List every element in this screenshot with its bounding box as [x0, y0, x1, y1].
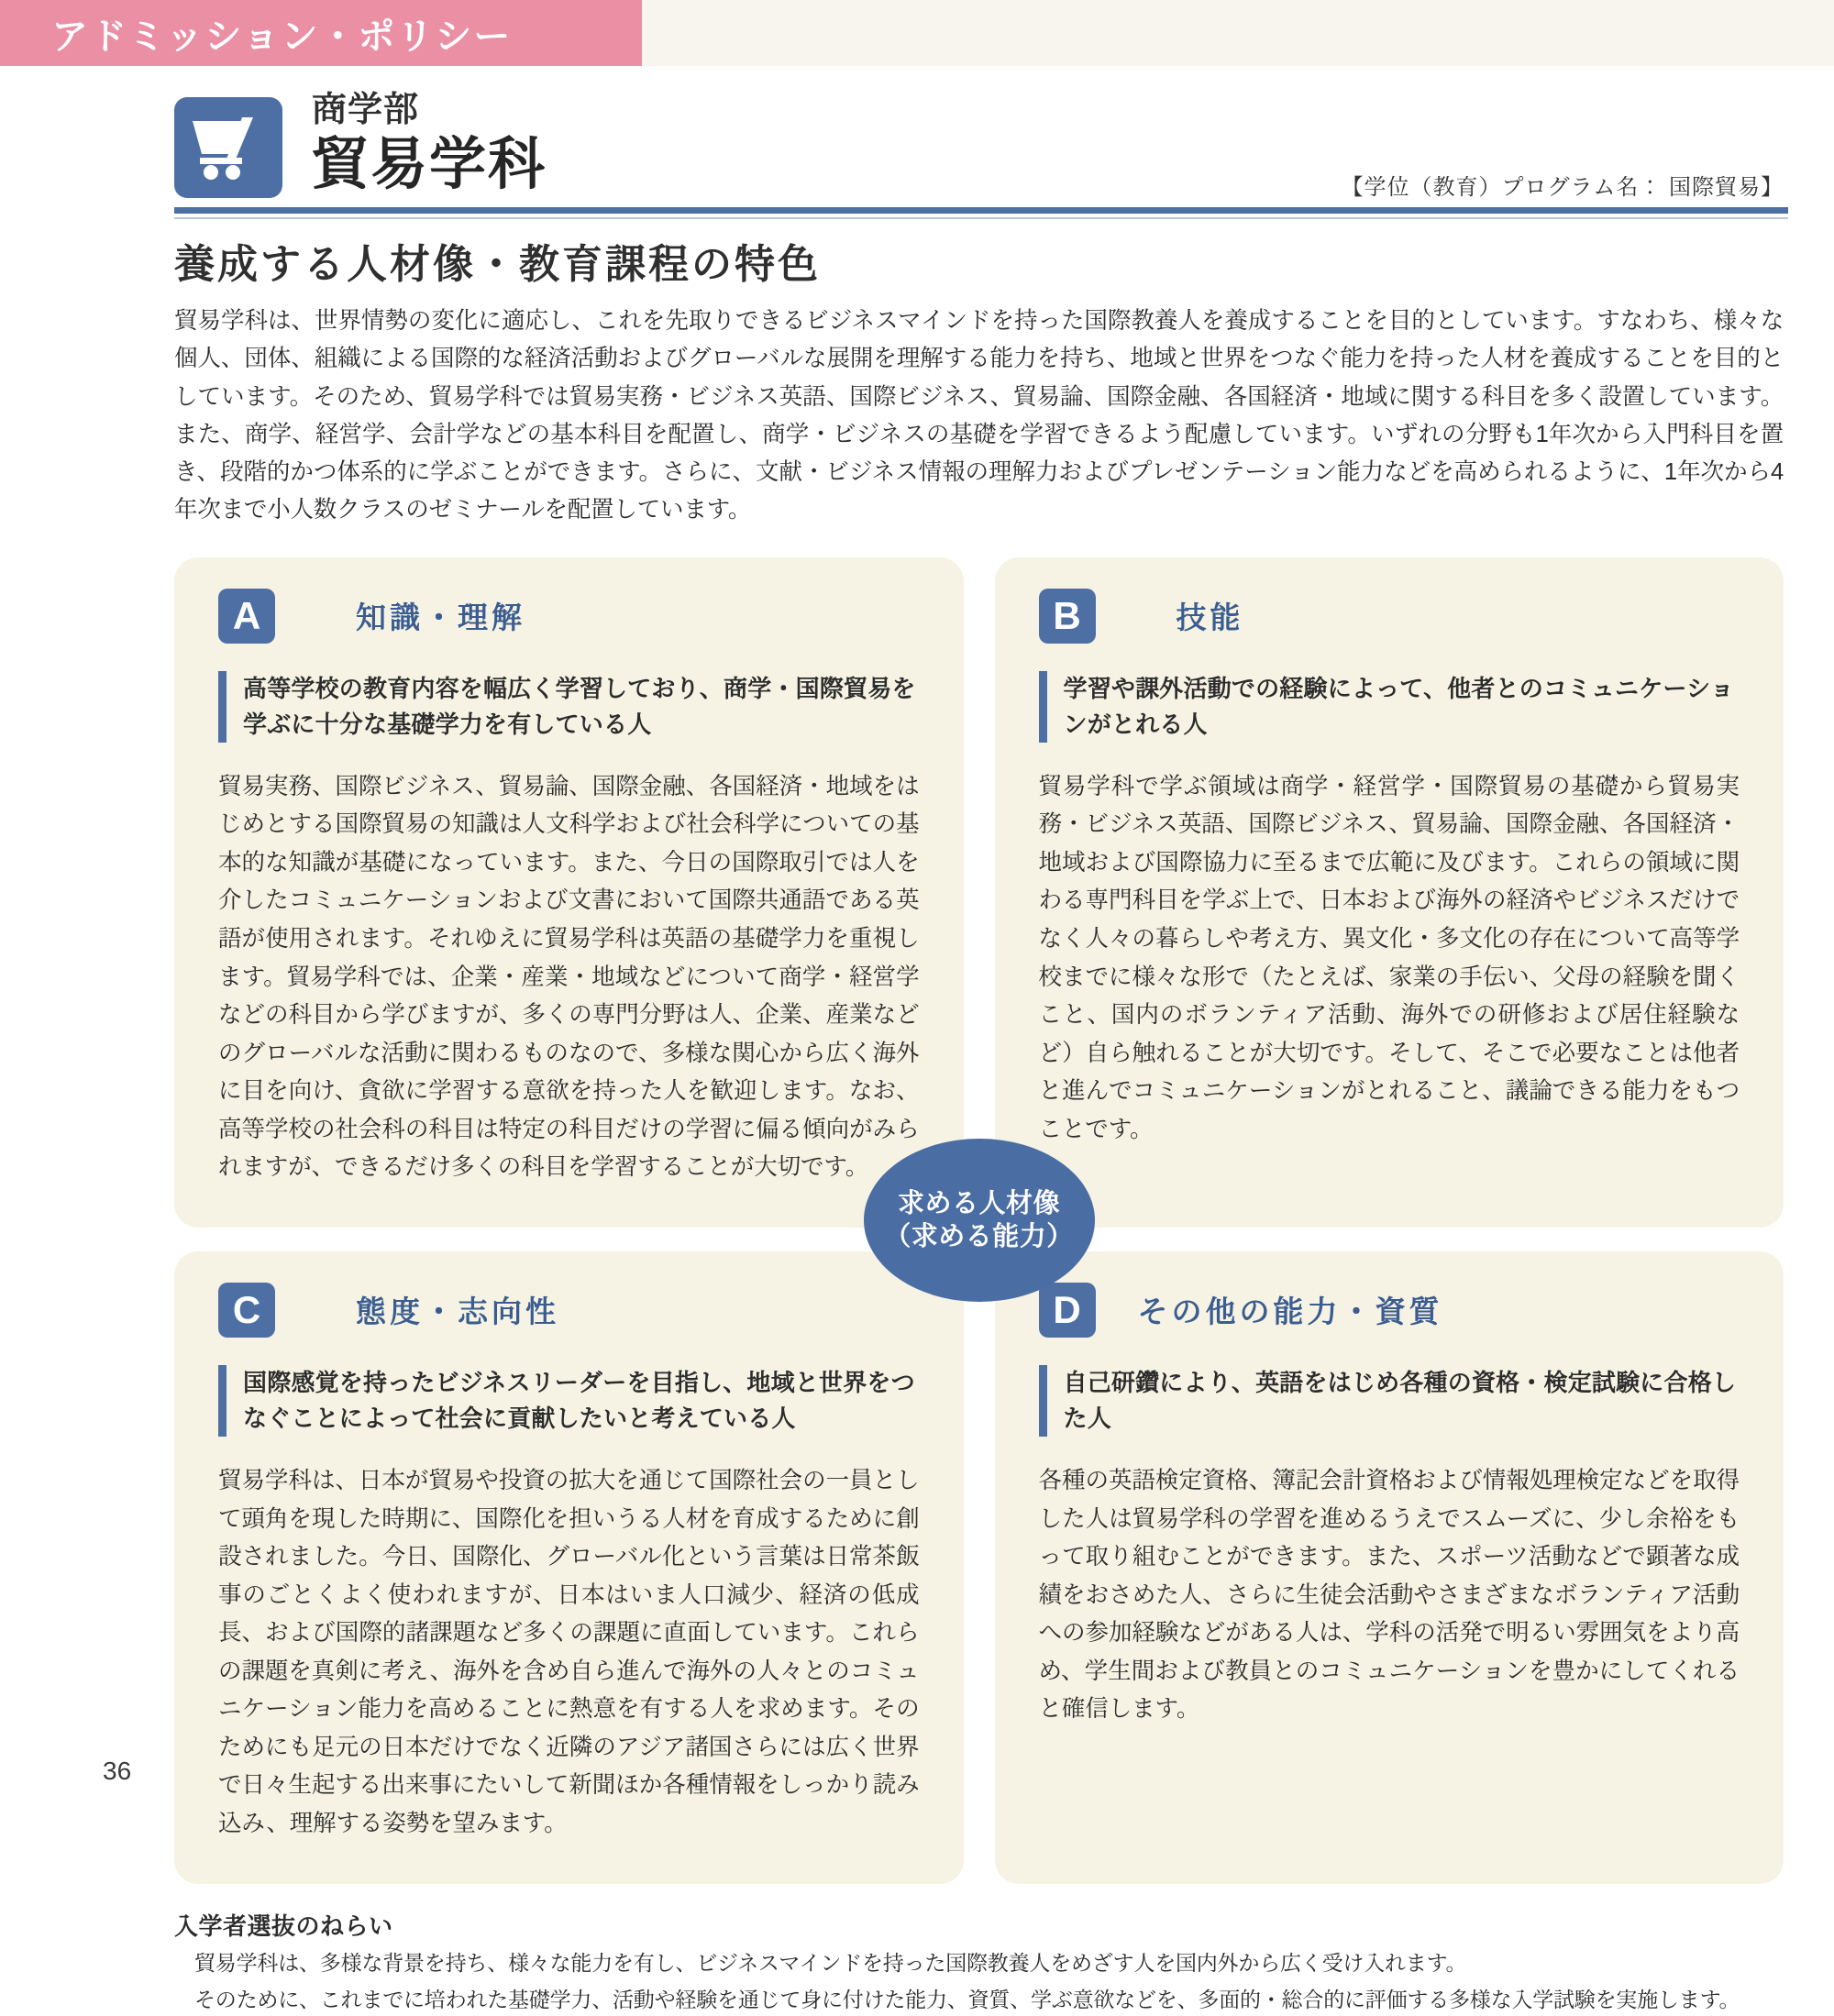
footer-title: 入学者選抜のねらい — [174, 1911, 393, 1940]
center-badge — [864, 1139, 1095, 1302]
header-rule-primary — [174, 207, 1788, 214]
panel-d — [995, 1251, 1784, 1884]
panel-a-lead — [218, 671, 920, 743]
banner-label: アドミッション・ポリシー — [51, 16, 513, 57]
panel-d-lead — [1039, 1365, 1740, 1437]
panel-c-head — [218, 1283, 920, 1338]
panel-d-lead-text: 自己研鑽により、英語をはじめ各種の資格・検定試験に合格した人 — [1063, 1368, 1737, 1432]
banner-row — [0, 0, 1834, 66]
panel-c-title: 態度・志向性 — [356, 1294, 559, 1329]
panel-b-lead-text: 学習や課外活動での経験によって、他者とのコミュニケーションがとれる人 — [1063, 674, 1735, 738]
admission-selection-aim — [174, 1908, 1784, 2016]
footer-paragraph-1: 貿易学科は、多様な背景を持ち、様々な能力を有し、ビジネスマインドを持った国際教養人をめざす人を国内外から広く受け入れます。 — [194, 1950, 1467, 1975]
panel-a-head — [218, 589, 920, 644]
center-badge-line2: （求める能力） — [884, 1222, 1074, 1252]
department-name: 貿易学科 — [312, 132, 547, 196]
panel-b-lead-bar — [1039, 671, 1047, 743]
page-title: 養成する人材像・教育課程の特色 — [174, 242, 821, 287]
panel-b — [995, 557, 1784, 1228]
department-titles — [312, 92, 547, 197]
center-badge-line1: 求める人材像 — [897, 1188, 1060, 1218]
competency-panel-grid — [174, 557, 1784, 1884]
admission-policy-banner — [0, 0, 642, 66]
panel-d-letter-badge: D — [1039, 1283, 1096, 1338]
panel-d-body: 各種の英語検定資格、簿記会計資格および情報処理検定などを取得した人は貿易学科の学習を進めるうえでスムーズに、少し余裕をもって取り組むことができます。また、スポーツ活動などで顕著な成績をおさめた人、さらに生徒会活動やさまざまなボランティア活動への参加経験などがある人は、学科の活発で明るい雰囲気をより高め、学生間および教員とのコミュニケーションを豊かにしてくれると確信します。 — [1038, 1467, 1740, 1723]
panel-a-lead-text: 高等学校の教育内容を幅広く学習しており、商学・国際貿易を学ぶに十分な基礎学力を有している人 — [243, 674, 916, 738]
header-rule-secondary — [174, 217, 1788, 219]
panel-a-body: 貿易実務、国際ビジネス、貿易論、国際金融、各国経済・地域をはじめとする国際貿易の知識は人文科学および社会科学についての基本的な知識が基礎になっています。また、今日の国際取引では人を介したコミュニケーションおよび文書において国際共通語である英語が使用されます。それゆえに貿易学科は英語の基礎学力を重視します。貿易学科では、企業・産業・地域などについて商学・経営学などの科目から学びますが、多くの専門分野は人、企業、産業などのグローバルな活動に関わるものなので、多様な関心から広く海外に目を向け、貪欲に学習する意欲を持った人を歓迎します。なお、高等学校の社会科の科目は特定の科目だけの学習に偏る傾向がみられますが、できるだけ多くの科目を学習することが大切です。 — [218, 773, 920, 1181]
panel-b-title: 技能 — [1176, 600, 1244, 635]
panel-b-body: 貿易学科で学ぶ領域は商学・経営学・国際貿易の基礎から貿易実務・ビジネス英語、国際ビジネス、貿易論、国際金融、各国経済・地域および国際協力に至るまで広範に及びます。これらの領域に関わる専門科目を学ぶ上で、日本および海外の経済やビジネスだけでなく人々の暮らしや考え方、異文化・多文化の存在について高等学校までに様々な形で（たとえば、家業の手伝い、父母の経験を聞くこと、国内のボランティア活動、海外での研修および居住経験など）自ら触れることが大切です。そして、そこで必要なことは他者と進んでコミュニケーションがとれること、議論できる能力をもつことです。 — [1038, 773, 1740, 1142]
panel-d-lead-bar — [1039, 1365, 1047, 1437]
panel-c-body: 貿易学科は、日本が貿易や投資の拡大を通じて国際社会の一員として頭角を現した時期に、国際化を担いうる人材を育成するために創設されました。今日、国際化、グローバル化という言葉は日常茶飯事のごとくよく使われますが、日本はいま人口減少、経済の低成長、および国際的諸課題など多くの課題に直面しています。これらの課題を真剣に考え、海外を含め自ら進んで海外の人々とのコミュニケーション能力を高めることに熱意を有する人を求めます。そのためにも足元の日本だけでなく近隣のアジア諸国さらには広く世界で日々生起する出来事にたいして新聞ほか各種情報をしっかり読み込み、理解する姿勢を望みます。 — [218, 1467, 920, 1837]
panel-c — [174, 1251, 964, 1884]
panel-b-letter-badge: B — [1039, 589, 1096, 644]
degree-program-label: 【学位（教育）プログラム名： 国際貿易】 — [1341, 175, 1784, 200]
footer-paragraph-2: そのために、これまでに培われた基礎学力、活動や経験を通じて身に付けた能力、資質、学ぶ意欲などを、多面的・総合的に評価する多様な入学試験を実施します。 — [194, 1988, 1740, 2012]
panel-c-letter-badge: C — [218, 1283, 275, 1338]
panel-a — [174, 557, 964, 1228]
panel-a-lead-bar — [218, 671, 226, 743]
panel-b-head — [1039, 589, 1740, 644]
page-number: 36 — [103, 1757, 132, 1785]
faculty-name: 商学部 — [312, 91, 420, 129]
panel-d-title: その他の能力・資質 — [1137, 1294, 1443, 1329]
intro-paragraph: 貿易学科は、世界情勢の変化に適応し、これを先取りできるビジネスマインドを持った国際教養人を養成することを目的としています。すなわち、様々な個人、団体、組織による国際的な経済活動およびグローバルな展開を理解する能力を持ち、地域と世界をつなぐ能力を持った人材を養成することを目的としています。そのため、貿易学科では貿易実務・ビジネス英語、国際ビジネス、貿易論、国際金融、各国経済・地域に関する科目を多く設置しています。また、商学、経営学、会計学などの基本科目を配置し、商学・ビジネスの基礎を学習できるよう配慮しています。いずれの分野も1年次から入門科目を置き、段階的かつ体系的に学ぶことができます。さらに、文献・ビジネス情報の理解力およびプレゼンテーション能力などを高められるように、1年次から4年次まで小人数クラスのゼミナールを配置しています。 — [174, 308, 1784, 523]
panel-d-head — [1039, 1283, 1740, 1338]
panel-c-lead-text: 国際感覚を持ったビジネスリーダーを目指し、地域と世界をつなぐことによって社会に貢献したいと考えている人 — [243, 1368, 915, 1432]
panel-a-letter-badge: A — [218, 589, 275, 644]
panel-c-lead — [218, 1365, 920, 1437]
shopping-cart-icon — [174, 97, 282, 198]
panel-b-lead — [1039, 671, 1740, 743]
panel-c-lead-bar — [218, 1365, 226, 1437]
panel-a-title: 知識・理解 — [356, 600, 525, 635]
department-header — [0, 91, 1834, 209]
